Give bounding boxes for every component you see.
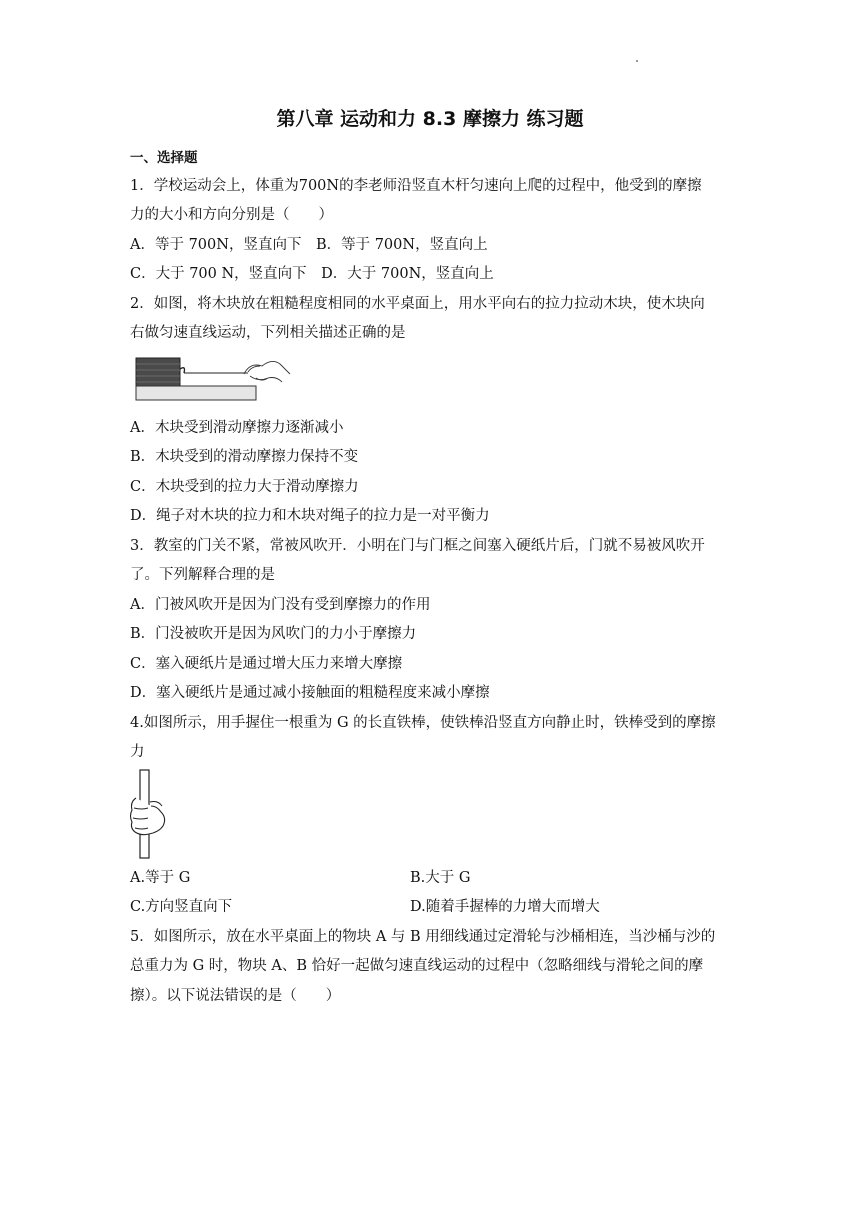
q5-stem-line1: 5．如图所示，放在水平桌面上的物块 A 与 B 用细线通过定滑轮与沙桶相连，当沙桶与沙的 [130,929,716,945]
q2-stem-line2: 右做匀速直线运动，下列相关描述正确的是 [130,325,406,341]
hand-rod-figure [126,768,174,862]
q2-stem-line1: 2．如图，将木块放在粗糙程度相同的水平桌面上，用水平向右的拉力拉动木块，使木块向 [130,296,705,312]
q4-option-c: C.方向竖直向下 [130,899,233,915]
q5-stem-line3: 擦）。以下说法错误的是（ ） [130,988,341,1004]
q1-options-cd: C．大于 700 N，竖直向下 D．大于 700N，竖直向上 [130,266,494,282]
q3-stem-line1: 3．教室的门关不紧，常被风吹开．小明在门与门框之间塞入硬纸片后，门就不易被风吹开 [130,538,705,554]
q4-option-d: D.随着手握棒的力增大而增大 [410,899,600,915]
q3-option-a: A．门被风吹开是因为门没有受到摩擦力的作用 [130,597,431,613]
q4-option-a: A.等于 G [130,870,191,886]
q2-option-b: B．木块受到的滑动摩擦力保持不变 [130,449,359,465]
q3-option-d: D．塞入硬纸片是通过减小接触面的粗糙程度来减小摩擦 [130,685,490,701]
q5-stem-line2: 总重力为 G 时，物块 A、B 恰好一起做匀速直线运动的过程中（忽略细线与滑轮之间的摩 [130,958,704,974]
q1-stem-line1: 1．学校运动会上，体重为700N的李老师沿竖直木杆匀速向上爬的过程中，他受到的摩擦 [130,178,702,194]
q2-option-a: A．木块受到滑动摩擦力逐渐减小 [130,420,344,436]
q3-option-c: C．塞入硬纸片是通过增大压力来增大摩擦 [130,656,403,672]
q3-stem-line2: 了。下列解释合理的是 [130,567,275,583]
q4-stem-line2: 力 [130,744,145,760]
q4-option-b: B.大于 G [410,870,471,886]
q1-stem-line2: 力的大小和方向分别是（ ） [130,207,333,223]
block-pull-figure [132,352,296,404]
q1-options-ab: A．等于 700N，竖直向下 B．等于 700N，竖直向上 [130,237,488,253]
section-heading: 一、选择题 [130,150,198,166]
q2-option-d: D．绳子对木块的拉力和木块对绳子的拉力是一对平衡力 [130,508,490,524]
q2-option-c: C．木块受到的拉力大于滑动摩擦力 [130,479,359,495]
q4-stem-line1: 4.如图所示，用手握住一根重为 G 的长直铁棒，使铁棒沿竖直方向静止时，铁棒受到的摩擦 [130,715,716,731]
page-title: 第八章 运动和力 8.3 摩擦力 练习题 [276,108,584,130]
page-dot [636,60,638,62]
q3-option-b: B．门没被吹开是因为风吹门的力小于摩擦力 [130,626,417,642]
